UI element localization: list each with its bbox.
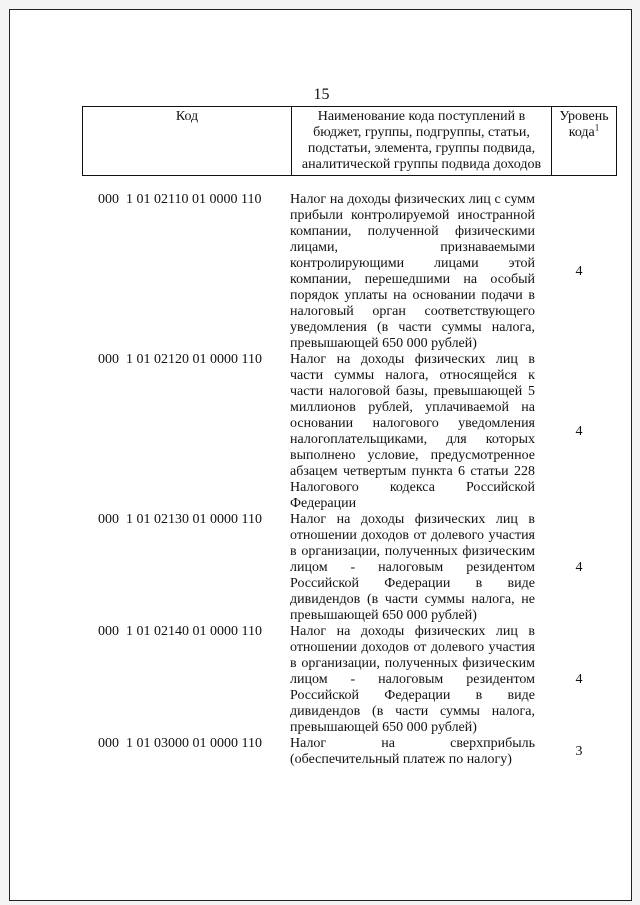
admin-code: 000 bbox=[98, 352, 119, 367]
header-level bbox=[552, 107, 617, 176]
footnote-marker: 1 bbox=[594, 122, 600, 133]
document-page bbox=[9, 9, 632, 901]
code-level: 4 bbox=[575, 560, 583, 575]
table-row bbox=[82, 512, 617, 624]
header-name: Наименование кода поступлений в бюджет, группы, подгруппы, статьи, подстатьи, элемента, группы подвида, аналитической группы подвида доходов bbox=[292, 107, 552, 176]
income-code: 1 01 02110 01 0000 110 bbox=[126, 192, 262, 207]
income-code: 1 01 03000 01 0000 110 bbox=[126, 736, 262, 751]
table-row bbox=[82, 352, 617, 512]
table-row bbox=[82, 624, 617, 736]
income-name: Налог на доходы физических лиц с сумм прибыли контролируемой иностранной компании, полученной физическими лицами, признаваемыми контролирующими лицами этой компании, перешедшими на особый порядок уплаты на основании подачи в налоговый орган соответствующего уведомления (в части суммы налога, превышающей 650 000 рублей) bbox=[290, 192, 535, 351]
admin-code: 000 bbox=[98, 192, 119, 207]
income-name: Налог на доходы физических лиц в части суммы налога, относящейся к части налоговой базы, превышающей 5 миллионов рублей, уплачиваемой на основании налогового уведомления налогоплательщиками, для которых выполнено условие, предусмотренное абзацем четвертым пункта 6 статьи 228 Налогового кодекса Российской Федерации bbox=[290, 352, 535, 511]
income-code: 1 01 02120 01 0000 110 bbox=[126, 352, 262, 367]
table-row bbox=[82, 192, 617, 352]
header-row bbox=[83, 107, 617, 176]
page-number: 15 bbox=[313, 86, 330, 103]
table-header bbox=[82, 106, 617, 176]
header-code: Код bbox=[83, 107, 292, 176]
admin-code: 000 bbox=[98, 736, 119, 751]
income-name: Налог на доходы физических лиц в отношении доходов от долевого участия в организации, полученных физическим лицом - налоговым резидентом Российской Федерации в виде дивидендов (в части суммы налога, превышающей 650 000 рублей) bbox=[290, 624, 535, 735]
header-level-label: Уровень кода bbox=[559, 109, 609, 140]
income-name: Налог на сверхприбыль (обеспечительный платеж по налогу) bbox=[290, 736, 535, 767]
table-row bbox=[82, 736, 617, 768]
code-level: 4 bbox=[575, 424, 583, 439]
code-level: 4 bbox=[575, 672, 583, 687]
income-code: 1 01 02140 01 0000 110 bbox=[126, 624, 262, 639]
table-body bbox=[82, 192, 617, 768]
income-code: 1 01 02130 01 0000 110 bbox=[126, 512, 262, 527]
code-level: 4 bbox=[575, 264, 583, 279]
code-level: 3 bbox=[575, 744, 583, 759]
admin-code: 000 bbox=[98, 512, 119, 527]
admin-code: 000 bbox=[98, 624, 119, 639]
income-name: Налог на доходы физических лиц в отношении доходов от долевого участия в организации, полученных физическим лицом - налоговым резидентом Российской Федерации в виде дивидендов (в части суммы налога, не превышающей 650 000 рублей) bbox=[290, 512, 535, 623]
